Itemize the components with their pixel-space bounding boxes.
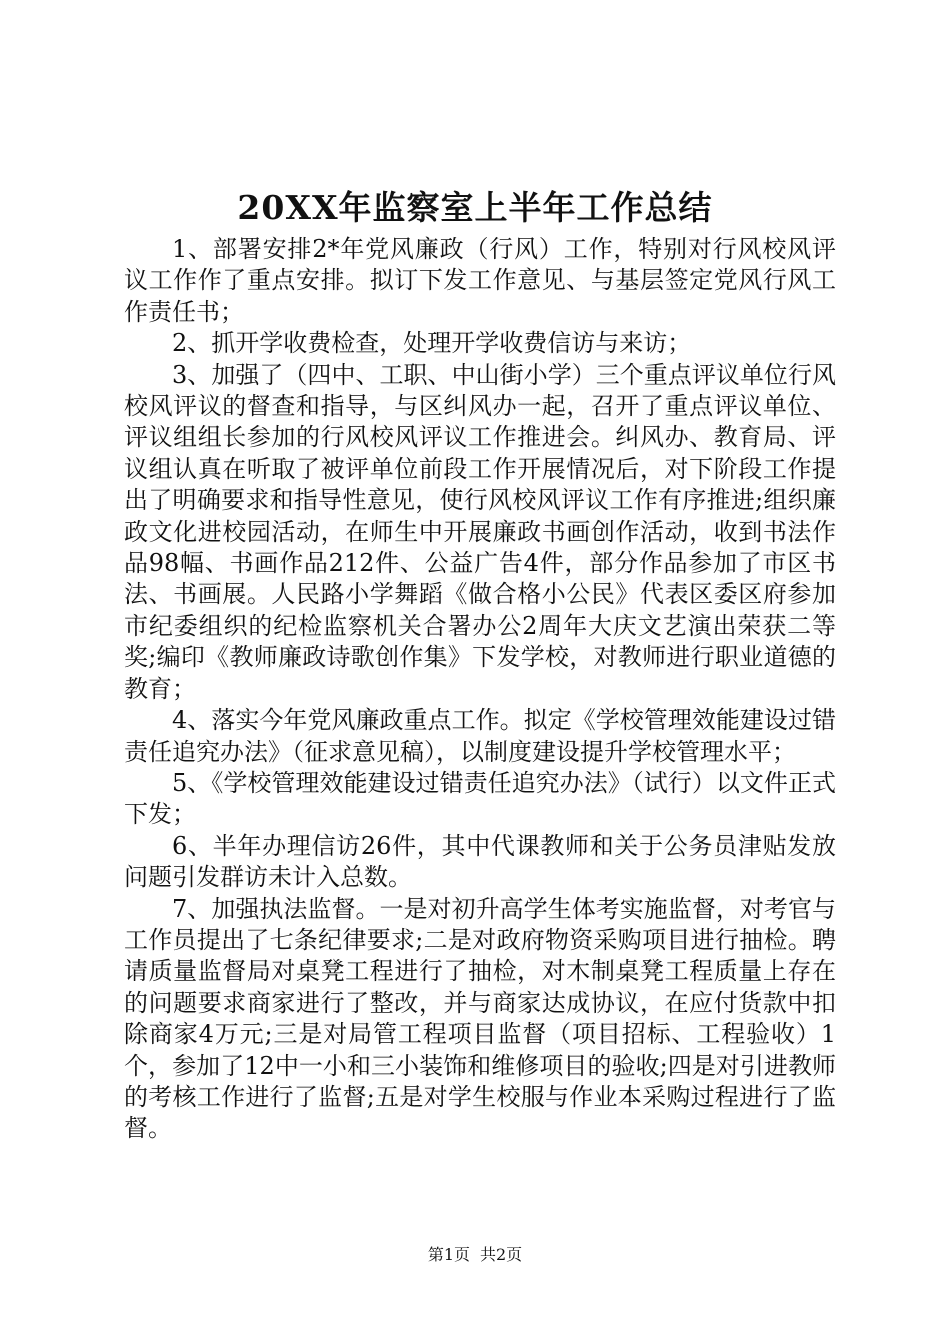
paragraph-7: 7、加强执法监督。一是对初升高学生体考实施监督，对考官与工作员提出了七条纪律要求;二是对政府物资采购项目进行抽检。聘请质量监督局对桌凳工程进行了抽检，对木制桌凳工程质量上存在的问题要求商家进行了整改，并与商家达成协议，在应付货款中扣除商家4万元;三是对局管工程项目监督（项目招标、工程验收）1个，参加了12中一小和三小装饰和维修项目的验收;四是对引进教师的考核工作进行了监督;五是对学生校服与作业本采购过程进行了监督。 (124, 894, 836, 1143)
document-title: 20XX年监察室上半年工作总结 (237, 188, 713, 227)
paragraph-5: 5、《学校管理效能建设过错责任追究办法》（试行）以文件正式下发； (124, 768, 836, 829)
page-number-current: 第1页 (427, 1245, 470, 1264)
paragraph-3: 3、加强了（四中、工职、中山街小学）三个重点评议单位行风校风评议的督查和指导，与区纠风办一起，召开了重点评议单位、评议组组长参加的行风校风评议工作推进会。纠风办、教育局、评议组认真在听取了被评单位前段工作开展情况后，对下阶段工作提出了明确要求和指导性意见，使行风校风评议工作有序推进;组织廉政文化进校园活动，在师生中开展廉政书画创作活动，收到书法作品98幅、书画作品212件、公益广告4件，部分作品参加了市区书法、书画展。人民路小学舞蹈《做合格小公民》代表区委区府参加市纪委组织的纪检监察机关合署办公2周年大庆文艺演出荣获二等奖;编印《教师廉政诗歌创作集》下发学校，对教师进行职业道德的教育； (124, 360, 836, 703)
page-number-total: 共2页 (480, 1245, 523, 1264)
paragraph-6: 6、半年办理信访26件，其中代课教师和关于公务员津贴发放问题引发群访未计入总数。 (124, 831, 836, 892)
paragraph-2: 2、抓开学收费检查，处理开学收费信访与来访； (172, 329, 692, 358)
document-body (124, 234, 836, 1145)
paragraph-1: 1、部署安排2*年党风廉政（行风）工作，特别对行风校风评议工作作了重点安排。拟订下发工作意见、与基层签定党风行风工作责任书； (124, 235, 836, 326)
paragraph-4: 4、落实今年党风廉政重点工作。拟定《学校管理效能建设过错责任追究办法》（征求意见稿），以制度建设提升学校管理水平； (124, 706, 836, 766)
page-footer (0, 1242, 950, 1268)
